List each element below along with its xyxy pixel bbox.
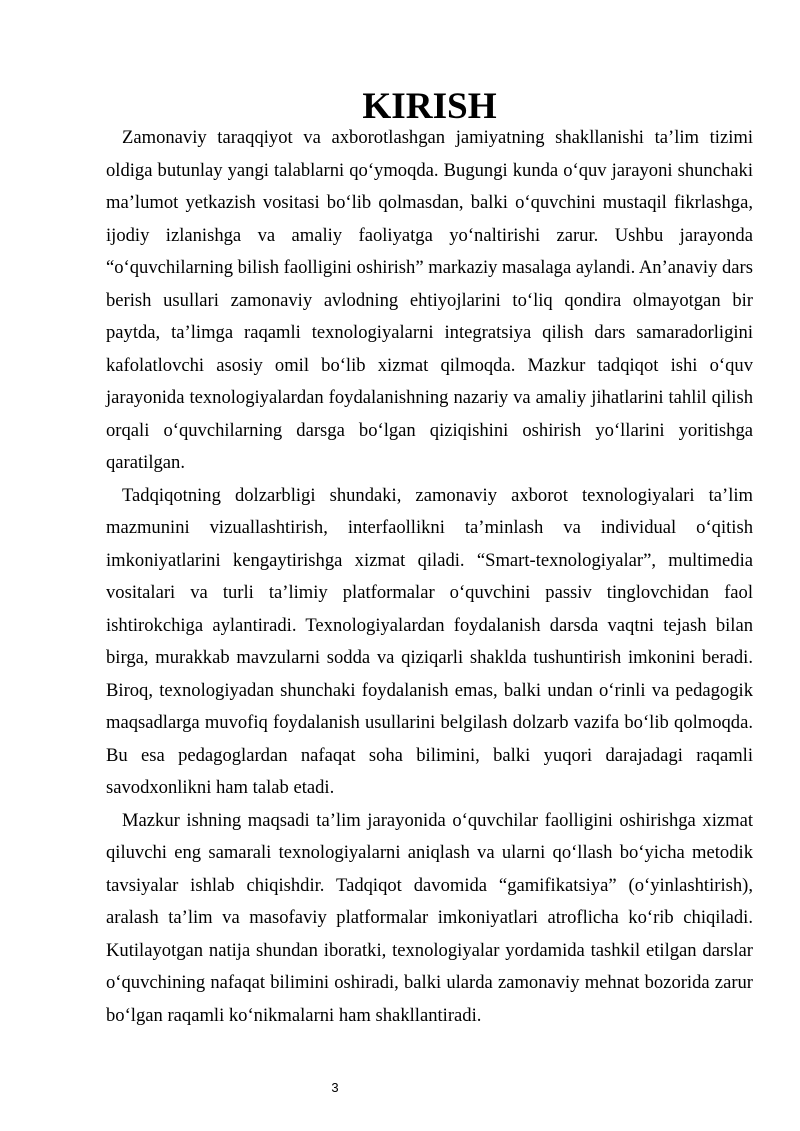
paragraph-3: Mazkur ishning maqsadi ta’lim jarayonida o‘quvchilar faolligini oshirishga xizmat qiluvchi eng samarali texnologiyalarni aniqlash va ularni qo‘llash bo‘yicha metodik tavsiyalar ishlab chiqishdir. Tadqiqot davomida “gamifikatsiya” (o‘yinlashtirish), aralash ta’lim va masofaviy platformalar imkoniyatlari atroflicha ko‘rib chiqiladi. Kutilayotgan natija shundan iboratki, texnologiyalar yordamida tashkil etilgan darslar o‘quvchining nafaqat bilimini oshiradi, balki ularda zamonaviy mehnat bozorida zarur bo‘lgan raqamli ko‘nikmalarni ham shakllantiradi. [106, 809, 753, 1026]
section-title: KIRISH [362, 86, 497, 127]
page-number: 3 [331, 1080, 339, 1095]
paragraph-1: Zamonaviy taraqqiyot va axborotlashgan jamiyatning shakllanishi ta’lim tizimi oldiga butunlay yangi talablarni qo‘ymoqda. Bugungi kunda o‘quv jarayoni shunchaki ma’lumot yetkazish vositasi bo‘lib qolmasdan, balki o‘quvchini mustaqil fikrlashga, ijodiy izlanishga va amaliy faoliyatga yo‘naltirishi zarur. Ushbu jarayonda “o‘quvchilarning bilish faolligini oshirish” markaziy masalaga aylandi. An’anaviy dars berish usullari zamonaviy avlodning ehtiyojlarini to‘liq qondira olmayotgan bir paytda, ta’limga raqamli texnologiyalarni integratsiya qilish dars samaradorligini kafolatlovchi asosiy omil bo‘lib xizmat qilmoqda. Mazkur tadqiqot ishi o‘quv jarayonida texnologiyalardan foydalanishning nazariy va amaliy jihatlarini tahlil qilish orqali o‘quvchilarning darsga bo‘lgan qiziqishini oshirish yo‘llarini yoritishga qaratilgan. [106, 127, 753, 473]
paragraph-2: Tadqiqotning dolzarbligi shundaki, zamonaviy axborot texnologiyalari ta’lim mazmunini vizuallashtirish, interfaollikni ta’minlash va individual o‘qitish imkoniyatlarini kengaytirishga xizmat qiladi. “Smart-texnologiyalar”, multimedia vositalari va turli ta’limiy platformalar o‘quvchini passiv tinglovchidan faol ishtirokchiga aylantiradi. Texnologiyalardan foydalanish darsda vaqtni tejash bilan birga, murakkab mavzularni sodda va qiziqarli shaklda tushuntirish imkonini beradi. Biroq, texnologiyadan shunchaki foydalanish emas, balki undan o‘rinli va pedagogik maqsadlarga muvofiq foydalanish usullarini belgilash dolzarb vazifa bo‘lib qolmoqda. Bu esa pedagoglardan nafaqat soha bilimini, balki yuqori darajadagi raqamli savodxonlikni ham talab etadi. [106, 484, 753, 798]
page-content [106, 86, 753, 1032]
